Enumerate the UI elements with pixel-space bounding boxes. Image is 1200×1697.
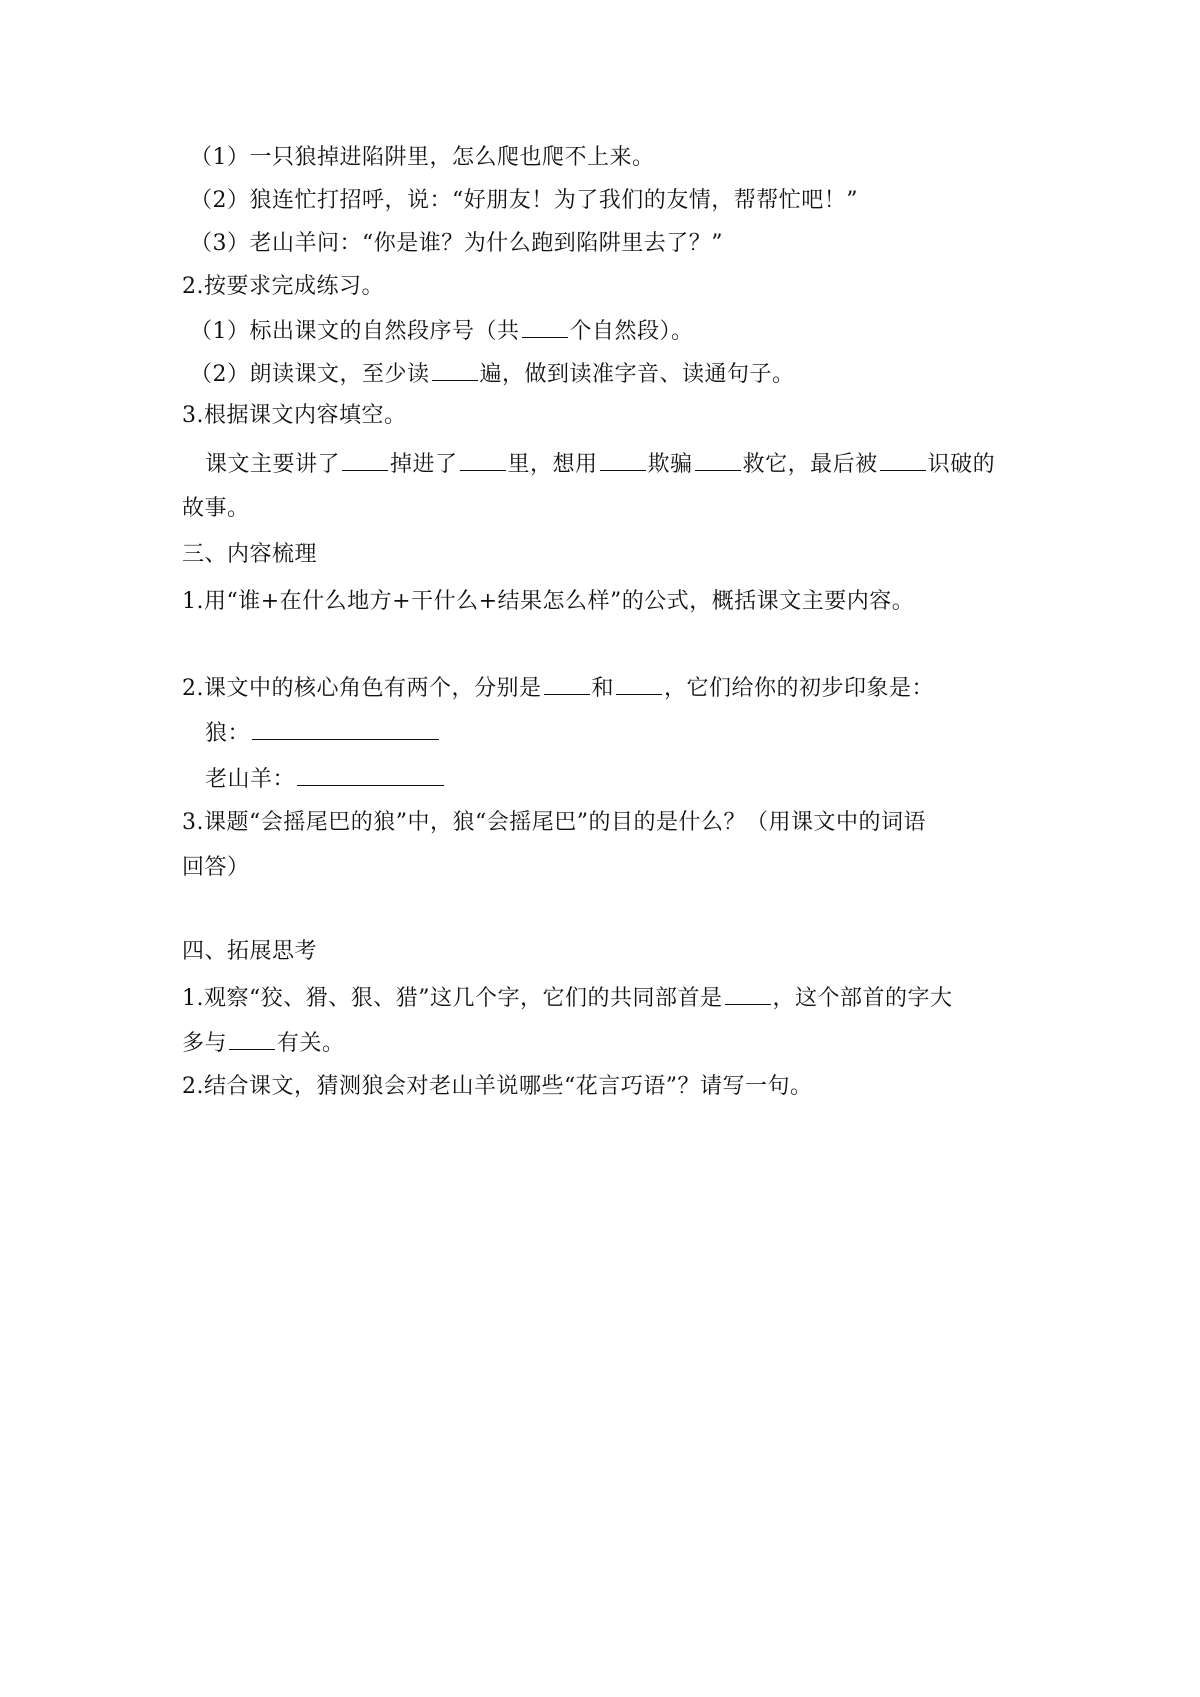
exercise-2-title: 2.按要求完成练习。 [182,274,384,299]
section-3-title: 三、内容梳理 [182,542,318,567]
fill-blank[interactable] [880,448,926,471]
section-3-question-3: 3.课题“会摇尾巴的狼”中，狼“会摇尾巴”的目的是什么？（用课文中的词语 [182,810,926,835]
section-3-question-2 [182,672,1032,704]
item-1-text-b: 个自然段）。 [569,319,694,344]
fill-blank[interactable] [616,672,662,695]
item-2-text-b: 遍，做到读准字音、读通句子。 [479,362,795,387]
wolf-label: 狼： [205,721,251,746]
fill-blank[interactable] [600,448,646,471]
fill-blank[interactable] [695,448,741,471]
section-3-question-1: 1.用“谁+在什么地方+干什么+结果怎么样”的公式，概括课文主要内容。 [182,589,915,614]
fill-text: 掉进了 [390,452,458,477]
fill-text: 课文主要讲了 [205,452,341,477]
exercise-3-fill-end: 故事。 [182,496,250,521]
wolf-answer-blank[interactable] [252,717,439,740]
section-4-question-2: 2.结合课文，猜测狼会对老山羊说哪些“花言巧语”？请写一句。 [182,1074,813,1099]
exercise-3-title: 3.根据课文内容填空。 [182,403,407,428]
s4q1-text-a: 1.观察“狡、猾、狠、猎”这几个字，它们的共同部首是 [182,986,723,1011]
fill-text: 里，想用 [507,452,598,477]
wolf-impression-line [205,717,1055,749]
section-4-question-1-cont [182,1027,1032,1059]
exercise-2-item-2 [190,358,1040,390]
item-2-text-a: （2）朗读课文，至少读 [190,362,430,387]
exercise-3-fill-line [205,448,1055,480]
q2-text-c: ，它们给你的初步印象是： [664,676,935,701]
fill-blank[interactable] [342,448,388,471]
fill-text: 欺骗 [647,452,693,477]
fill-blank[interactable] [522,315,568,338]
fill-blank[interactable] [229,1027,275,1050]
fill-blank[interactable] [725,982,771,1005]
fill-blank[interactable] [432,358,478,381]
s4q1-text-b: ，这个部首的字大 [772,986,953,1011]
sentence-2: （2）狼连忙打招呼，说：“好朋友！为了我们的友情，帮帮忙吧！” [190,188,858,213]
s4q1-text-c: 多与 [182,1031,228,1056]
exercise-2-item-1 [190,315,1040,347]
goat-impression-line [205,763,1055,795]
goat-answer-blank[interactable] [297,763,444,786]
q2-text-a: 2.课文中的核心角色有两个，分别是 [182,676,542,701]
s4q1-text-d: 有关。 [277,1031,345,1056]
item-1-text-a: （1）标出课文的自然段序号（共 [190,319,520,344]
fill-text: 识破的 [927,452,996,477]
fill-text: 救它，最后被 [742,452,878,477]
fill-blank[interactable] [460,448,506,471]
fill-blank[interactable] [544,672,590,695]
goat-label: 老山羊： [205,767,296,792]
sentence-3: （3）老山羊问：“你是谁？为什么跑到陷阱里去了？” [190,231,723,256]
section-3-question-3-cont: 回答） [182,855,250,880]
section-4-title: 四、拓展思考 [182,939,318,964]
q2-text-b: 和 [591,676,615,701]
section-4-question-1 [182,982,1032,1014]
sentence-1: （1）一只狼掉进陷阱里，怎么爬也爬不上来。 [190,145,655,170]
